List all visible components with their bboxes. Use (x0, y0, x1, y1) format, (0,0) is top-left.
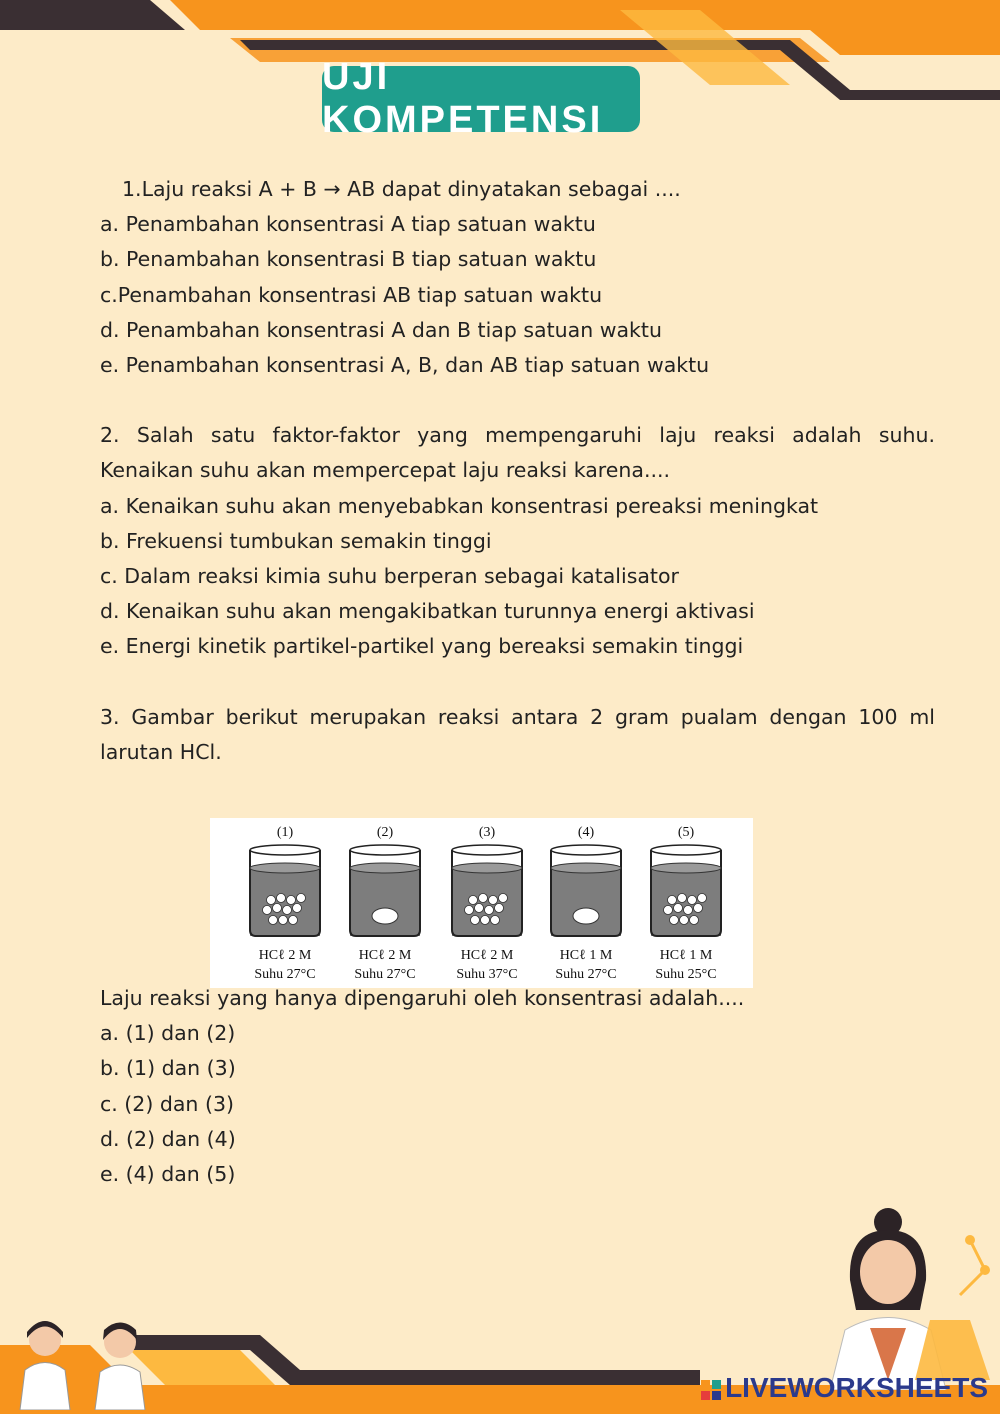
marble-piece (690, 916, 699, 925)
page-title: UJI KOMPETENSI (322, 56, 604, 141)
marble-piece (684, 906, 693, 915)
question-1 (100, 172, 935, 207)
marble-piece (485, 906, 494, 915)
marble-piece (277, 894, 286, 903)
marble-piece (489, 896, 498, 905)
marble-piece (680, 916, 689, 925)
marble-piece (469, 896, 478, 905)
beaker-number-label: (2) (376, 825, 394, 840)
beaker-temp-label: Suhu 25°C (655, 967, 717, 982)
marble-piece (263, 906, 272, 915)
q3-option-b[interactable]: b. (1) dan (3) (100, 1056, 236, 1081)
beaker-acid-label: HCℓ 1 M (559, 948, 613, 963)
q1-option-e[interactable]: e. Penambahan konsentrasi A, B, dan AB tiap satuan waktu (100, 353, 710, 378)
marble-piece (694, 904, 703, 913)
marble-piece (289, 916, 298, 925)
marble-piece (293, 904, 302, 913)
girl-scientist-illustration (820, 1200, 1000, 1390)
marble-piece (664, 906, 673, 915)
q2-option-b[interactable]: b. Frekuensi tumbukan semakin tinggi (100, 528, 492, 553)
beaker-rim (250, 845, 320, 855)
beaker-acid-label: HCℓ 2 M (460, 948, 514, 963)
marble-piece (688, 896, 697, 905)
scientists-illustration (0, 1310, 170, 1410)
marble-piece (674, 904, 683, 913)
liveworksheets-logo (701, 1372, 988, 1404)
marble-piece (495, 904, 504, 913)
beaker-liquid (250, 868, 320, 936)
question-1-stem: Laju reaksi A + B → AB dapat dinyatakan sebagai .... (141, 177, 681, 201)
beaker-acid-label: HCℓ 2 M (358, 948, 412, 963)
question-1-number: 1. (122, 177, 142, 201)
beaker-liquid (452, 868, 522, 936)
beaker-number-label: (3) (478, 825, 496, 840)
q3-option-e[interactable]: e. (4) dan (5) (100, 1162, 236, 1187)
q3-option-d[interactable]: d. (2) dan (4) (100, 1126, 236, 1151)
beaker-acid-label: HCℓ 2 M (258, 948, 312, 963)
question-3-stem: 3. Gambar berikut merupakan reaksi antara 2 gram pualam dengan 100 ml larutan HCl. (100, 704, 935, 764)
beaker-figure (210, 818, 753, 988)
beaker-liquid (350, 868, 420, 936)
question-3-answers (100, 981, 935, 1192)
beaker-temp-label: Suhu 37°C (456, 967, 518, 982)
beaker-temp-label: Suhu 27°C (254, 967, 316, 982)
beaker-acid-label: HCℓ 1 M (659, 948, 713, 963)
marble-piece (491, 916, 500, 925)
marble-piece (279, 916, 288, 925)
beaker-rim (350, 845, 420, 855)
q1-option-d[interactable]: d. Penambahan konsentrasi A dan B tiap satuan waktu (100, 317, 662, 342)
q2-option-a[interactable]: a. Kenaikan suhu akan menyebabkan konsentrasi pereaksi meningkat (100, 493, 819, 518)
q1-option-b[interactable]: b. Penambahan konsentrasi B tiap satuan waktu (100, 247, 597, 272)
marble-piece (267, 896, 276, 905)
liquid-surface (350, 863, 420, 873)
q2-option-d[interactable]: d. Kenaikan suhu akan mengakibatkan turunnya energi aktivasi (100, 599, 755, 624)
liveworksheets-logo-icon (701, 1380, 721, 1400)
question-list (100, 172, 935, 770)
liquid-surface (452, 863, 522, 873)
beaker-number-label: (4) (577, 825, 595, 840)
q2-option-c[interactable]: c. Dalam reaksi kimia suhu berperan sebagai katalisator (100, 564, 679, 589)
marble-piece (287, 896, 296, 905)
liquid-surface (651, 863, 721, 873)
beaker-temp-label: Suhu 27°C (555, 967, 617, 982)
marble-lump (573, 908, 599, 924)
q3-option-a[interactable]: a. (1) dan (2) (100, 1021, 236, 1046)
q1-option-c[interactable]: c.Penambahan konsentrasi AB tiap satuan waktu (100, 282, 603, 307)
q1-option-a[interactable]: a. Penambahan konsentrasi A tiap satuan waktu (100, 212, 596, 237)
marble-piece (499, 894, 508, 903)
q3-option-c[interactable]: c. (2) dan (3) (100, 1091, 234, 1116)
marble-piece (297, 894, 306, 903)
marble-piece (678, 894, 687, 903)
marble-piece (698, 894, 707, 903)
marble-piece (668, 896, 677, 905)
question-3-question: Laju reaksi yang hanya dipengaruhi oleh konsentrasi adalah.... (100, 986, 745, 1010)
liquid-surface (551, 863, 621, 873)
marble-piece (283, 906, 292, 915)
beaker-temp-label: Suhu 27°C (354, 967, 416, 982)
title-banner (322, 56, 640, 141)
beaker-liquid (551, 868, 621, 936)
marble-piece (273, 904, 282, 913)
marble-piece (479, 894, 488, 903)
beaker-rim (452, 845, 522, 855)
logo-text: LIVEWORKSHEETS (725, 1372, 988, 1403)
marble-piece (471, 916, 480, 925)
beaker-rim (551, 845, 621, 855)
beaker-liquid (651, 868, 721, 936)
marble-piece (465, 906, 474, 915)
beaker-rim (651, 845, 721, 855)
beaker-number-label: (5) (677, 825, 695, 840)
marble-piece (670, 916, 679, 925)
beaker-number-label: (1) (276, 825, 294, 840)
beaker-diagram (210, 818, 753, 988)
liquid-surface (250, 863, 320, 873)
marble-piece (475, 904, 484, 913)
marble-lump (372, 908, 398, 924)
question-2-stem: 2. Salah satu faktor-faktor yang mempengaruhi laju reaksi adalah suhu. Kenaikan suhu akan mempercepat laju reaksi karena.... (100, 423, 935, 483)
marble-piece (481, 916, 490, 925)
q2-option-e[interactable]: e. Energi kinetik partikel-partikel yang bereaksi semakin tinggi (100, 634, 744, 659)
marble-piece (269, 916, 278, 925)
